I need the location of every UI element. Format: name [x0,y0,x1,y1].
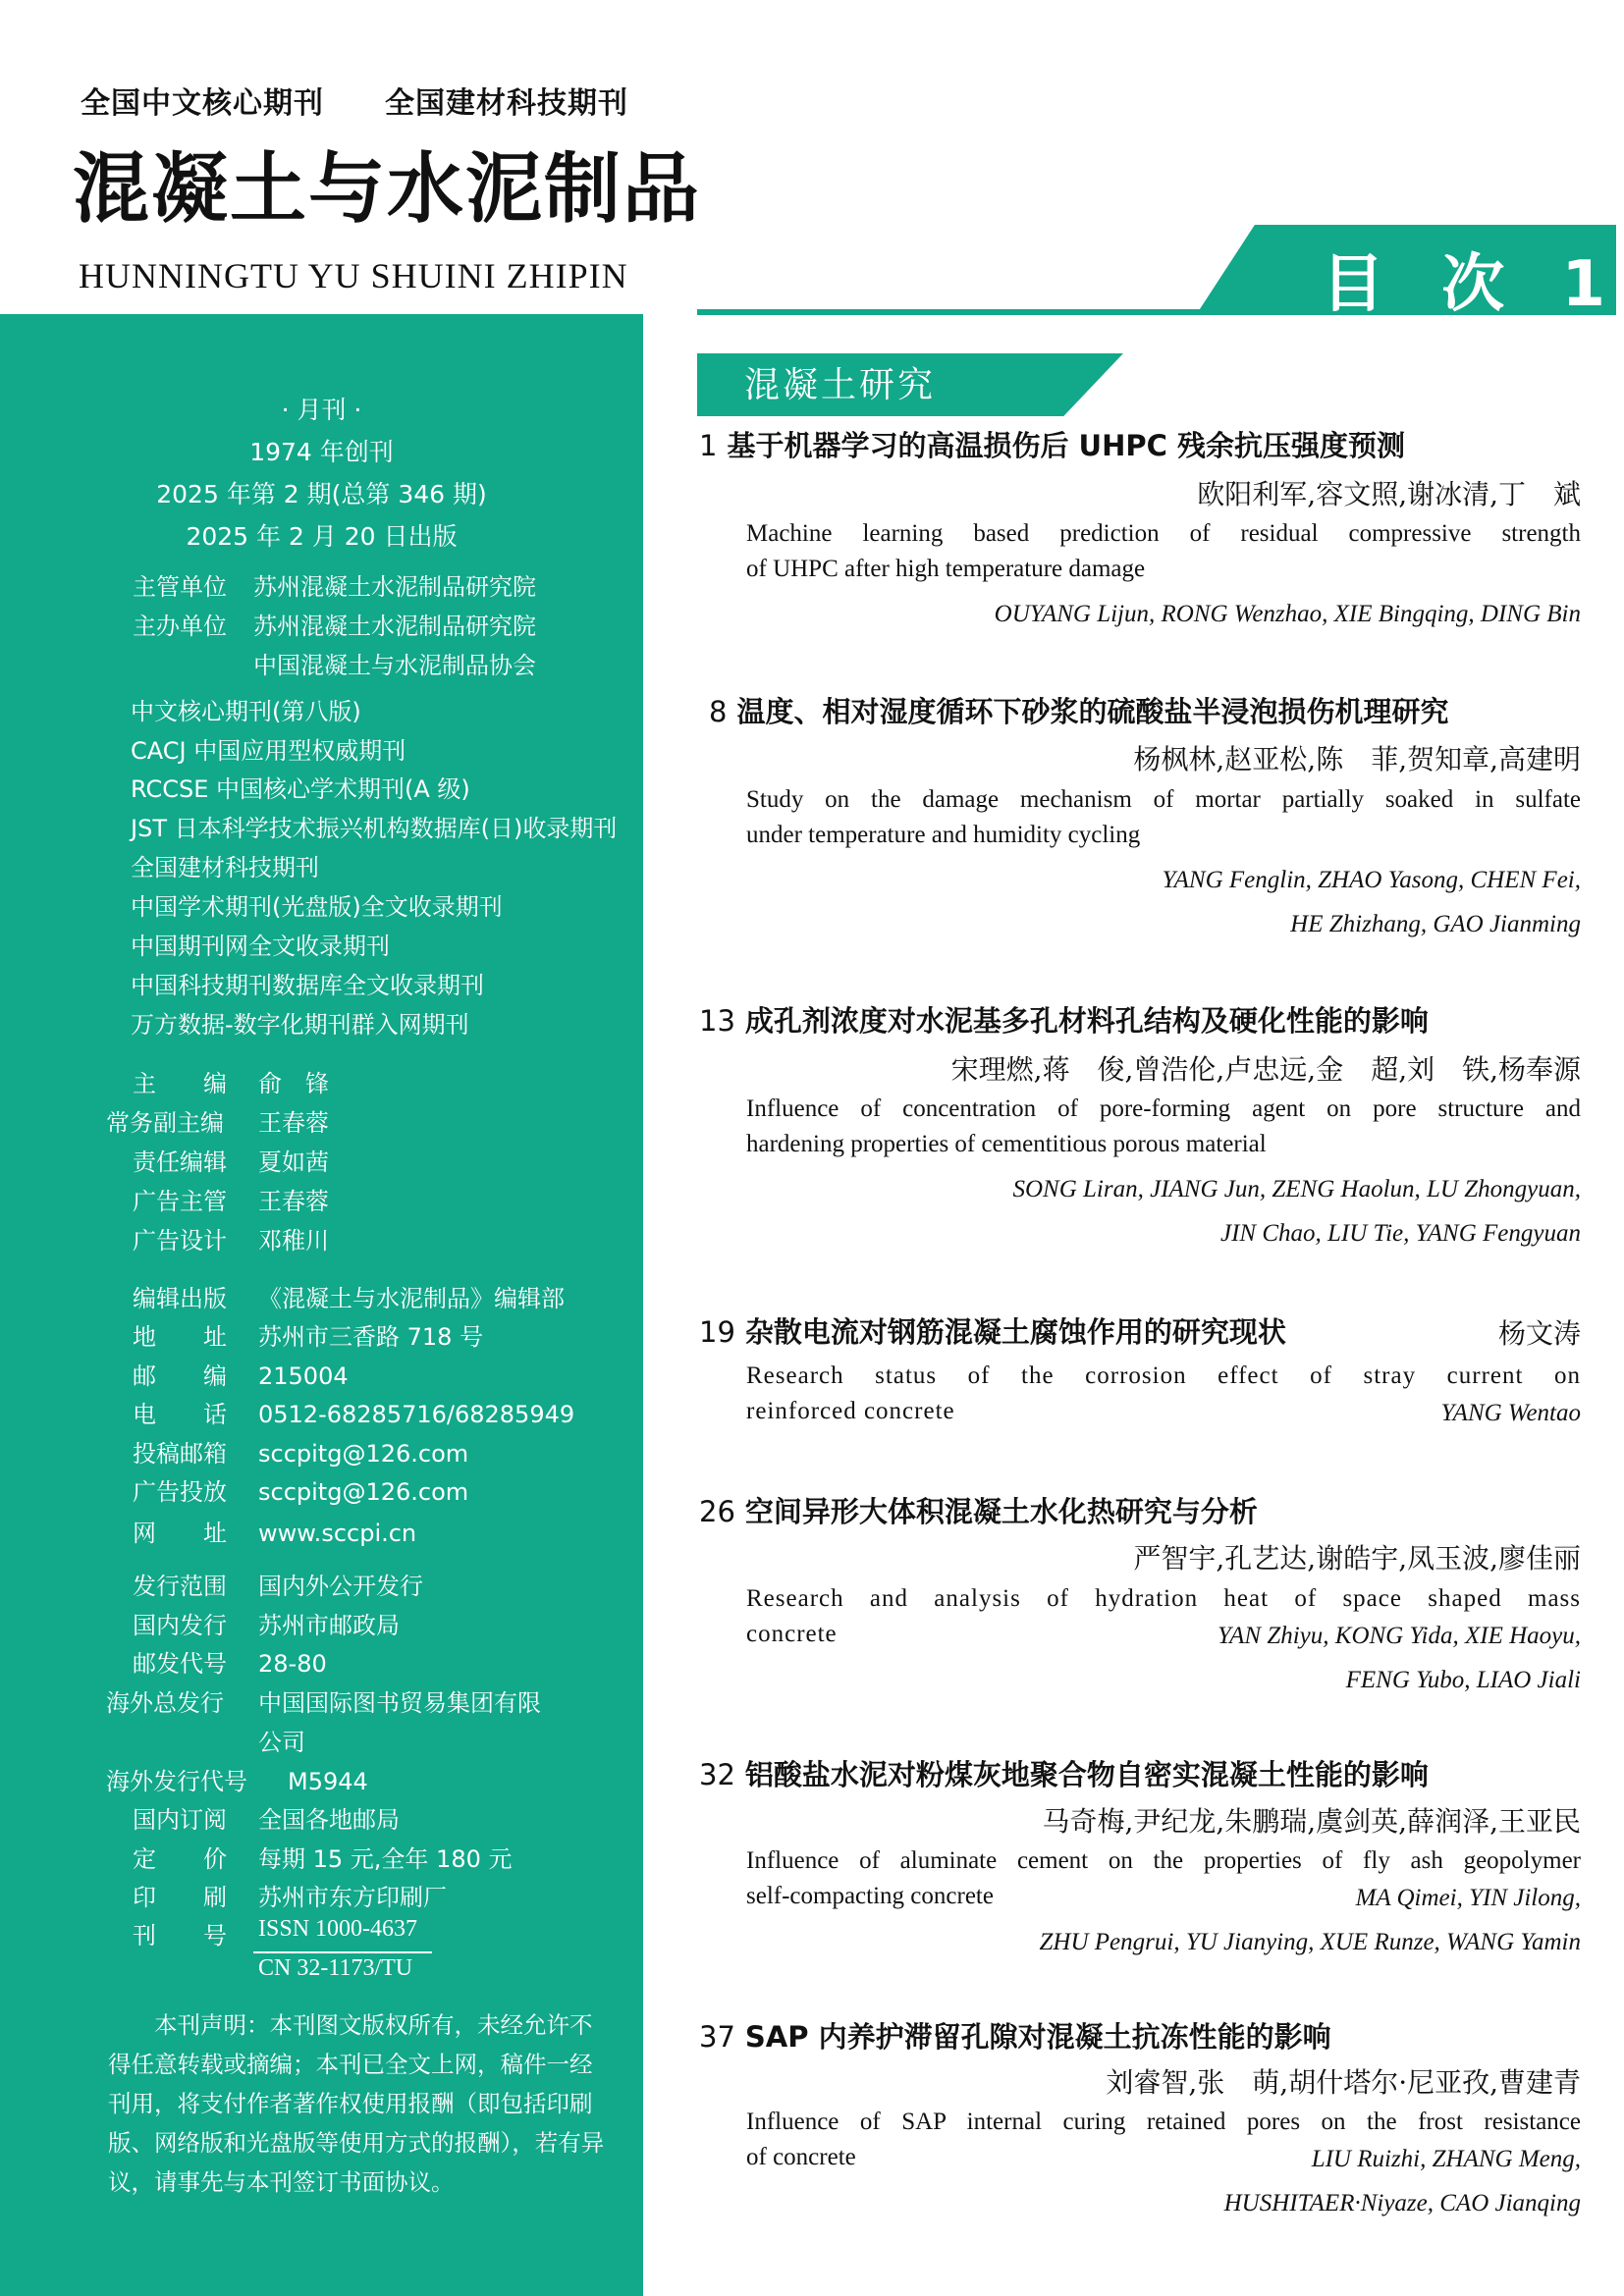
info-overseas-2: 公司 [258,1729,305,1756]
info-publisher: 编辑出版 《混凝土与水泥制品》编辑部 [133,1285,565,1312]
article-title[interactable]: 8 温度、相对湿度循环下砂浆的硫酸盐半浸泡损伤机理研究 [709,695,1449,728]
info-phone: 电 话 0512-68285716/68285949 [133,1401,575,1428]
article-authors-cn: 杨枫林,赵亚松,陈 菲,贺知章,高建明 [1133,743,1581,775]
article-authors-en: HUSHITAER·Niyaze, CAO Jianqing [1223,2190,1581,2216]
article-title-en: Study on the damage mechanism of mortar partially soaked in sulfate [746,786,1581,813]
index-item: CACJ 中国应用型权威期刊 [131,737,406,765]
article-title-en: reinforced concrete [746,1398,955,1424]
info-overseas-code: 海外发行代号 M5944 [106,1768,368,1795]
article-title[interactable]: 1 基于机器学习的高温损伤后 UHPC 残余抗压强度预测 [699,429,1406,462]
article-authors-cn: 严智宇,孔艺达,谢皓宇,凤玉波,廖佳丽 [1133,1542,1581,1575]
info-ad-email: 广告投放 sccpitg@126.com [133,1478,469,1506]
info-zip: 邮 编 215004 [133,1362,349,1390]
article-authors-en: SONG Liran, JIANG Jun, ZENG Haolun, LU Zhongyuan, [1012,1176,1581,1202]
article-page: 8 [709,695,728,728]
info-subscribe: 国内订阅 全国各地邮局 [133,1806,400,1834]
article-page: 19 [699,1315,735,1349]
article-authors-en: JIN Chao, LIU Tie, YANG Fengyuan [1220,1220,1581,1247]
toc-title: 目 次 1 [1322,248,1624,321]
article-authors-en: OUYANG Lijun, RONG Wenzhao, XIE Bingqing, DING Bin [994,601,1581,627]
article-title-en: concrete [746,1621,838,1647]
pub-frequency: · 月刊 · [281,396,362,424]
article-title-en: Influence of SAP internal curing retained pores on the frost resistance [746,2109,1581,2135]
info-printer: 印 刷 苏州市东方印刷厂 [133,1884,447,1911]
article-page: 26 [699,1495,735,1528]
info-cn: CN 32-1173/TU [258,1955,413,1981]
article-title-en: Influence of concentration of pore-forming agent on pore structure and [746,1095,1581,1122]
info-address: 地 址 苏州市三香路 718 号 [133,1323,484,1351]
copyright-notice: 本刊声明：本刊图文版权所有，未经允许不得任意转载或摘编；本刊已全文上网，稿件一经刊用，将支付作者著作权使用报酬（即包括印刷版、网络版和光盘版等使用方式的报酬），若有异议，请事先与本刊签订书面协议。 [108,2011,605,2196]
pub-founded: 1974 年创刊 [249,438,394,466]
article-page: 1 [699,429,718,462]
article-title-en: Research and analysis of hydration heat of space shaped mass [746,1585,1581,1612]
article-authors-cn: 宋理燃,蒋 俊,曾浩伦,卢忠远,金 超,刘 铁,杨奉源 [950,1053,1581,1086]
info-sponsor-2: 中国混凝土与水泥制品协会 [253,652,536,679]
journal-pinyin: HUNNINGTU YU SHUINI ZHIPIN [79,256,628,295]
info-website: 网 址 www.sccpi.cn [133,1520,417,1547]
info-resp-editor: 责任编辑 夏如茜 [133,1148,329,1176]
article-authors-en: YANG Wentao [1440,1400,1581,1426]
article-title[interactable]: 26 空间异形大体积混凝土水化热研究与分析 [699,1495,1258,1528]
article-title-en: hardening properties of cementitious porous material [746,1131,1267,1157]
info-editor: 主 编 俞 锋 [133,1070,329,1097]
info-overseas: 海外总发行 中国国际图书贸易集团有限 [106,1689,541,1717]
article-title-en: self-compacting concrete [746,1883,994,1909]
tagline-core: 全国中文核心期刊 [81,86,324,121]
pub-issue: 2025 年第 2 期(总第 346 期) [156,480,487,508]
journal-logo: 混凝土与水泥制品 [73,144,702,234]
info-ad-design: 广告设计 邓稚川 [133,1227,329,1255]
article-authors-en: ZHU Pengrui, YU Jianying, XUE Runze, WANG Yamin [1039,1929,1581,1955]
info-post-code: 邮发代号 28-80 [133,1650,327,1678]
tagline-building: 全国建材科技期刊 [385,86,628,121]
article-page: 32 [699,1758,735,1791]
info-ad-manager: 广告主管 王春蓉 [133,1188,329,1215]
article-title-en: Machine learning based prediction of residual compressive strength [746,520,1581,547]
article-authors-en: LIU Ruizhi, ZHANG Meng, [1311,2146,1581,2172]
info-domestic: 国内发行 苏州市邮政局 [133,1612,400,1639]
info-panel [0,314,643,2296]
article-authors-en: FENG Yubo, LIAO Jiali [1345,1667,1581,1693]
info-issn: ISSN 1000-4637 [258,1916,418,1942]
article-page: 13 [699,1004,735,1038]
index-item: 中国科技期刊数据库全文收录期刊 [131,972,484,999]
pub-date: 2025 年 2 月 20 日出版 [186,522,458,551]
article-title[interactable]: 37 SAP 内养护滞留孔隙对混凝土抗冻性能的影响 [699,2020,1331,2054]
article-title-en: of UHPC after high temperature damage [746,556,1146,582]
info-price: 定 价 每期 15 元,全年 180 元 [133,1845,513,1873]
article-authors-en: YANG Fenglin, ZHAO Yasong, CHEN Fei, [1162,867,1581,893]
index-item: JST 日本科学技术振兴机构数据库(日)收录期刊 [131,815,618,842]
article-authors-en: HE Zhizhang, GAO Jianming [1290,911,1581,937]
masthead-taglines [81,79,689,122]
info-scope: 发行范围 国内外公开发行 [133,1573,423,1600]
index-item: 万方数据-数字化期刊群入网期刊 [131,1011,469,1039]
info-exec-editor: 常务副主编 王春蓉 [106,1109,329,1137]
article-title[interactable]: 13 成孔剂浓度对水泥基多孔材料孔结构及硬化性能的影响 [699,1004,1429,1038]
article-authors-cn: 杨文涛 [1497,1317,1581,1350]
article-authors-en: MA Qimei, YIN Jilong, [1355,1885,1581,1911]
info-supervisor: 主管单位 苏州混凝土水泥制品研究院 [133,573,536,601]
article-authors-cn: 马奇梅,尹纪龙,朱鹏瑞,虞剑英,薛润泽,王亚民 [1042,1805,1581,1838]
info-issn-label: 刊 号 [133,1922,227,1949]
index-item: 中国期刊网全文收录期刊 [131,933,390,960]
article-title-en: under temperature and humidity cycling [746,822,1141,848]
article-title-en: of concrete [746,2144,856,2170]
article-page: 37 [699,2020,735,2054]
article-title-en: Research status of the corrosion effect of stray current on [746,1362,1581,1389]
section-label: 混凝土研究 [744,365,937,405]
article-title-en: Influence of aluminate cement on the properties of fly ash geopolymer [746,1847,1581,1874]
index-item: RCCSE 中国核心学术期刊(A 级) [131,775,470,803]
article-title[interactable]: 19 杂散电流对钢筋混凝土腐蚀作用的研究现状 [699,1315,1286,1349]
article-authors-cn: 欧阳利军,容文照,谢冰清,丁 斌 [1197,478,1581,510]
issn-divider [253,1951,432,1953]
article-authors-en: YAN Zhiyu, KONG Yida, XIE Haoyu, [1217,1623,1581,1649]
info-email: 投稿邮箱 sccpitg@126.com [133,1440,469,1468]
index-item: 中国学术期刊(光盘版)全文收录期刊 [131,893,503,921]
article-authors-cn: 刘睿智,张 萌,胡什塔尔·尼亚孜,曹建青 [1106,2066,1581,2099]
info-sponsor: 主办单位 苏州混凝土水泥制品研究院 [133,613,536,640]
index-item: 全国建材科技期刊 [131,854,319,881]
article-title[interactable]: 32 铝酸盐水泥对粉煤灰地聚合物自密实混凝土性能的影响 [699,1758,1429,1791]
index-item: 中文核心期刊(第八版) [131,698,361,725]
